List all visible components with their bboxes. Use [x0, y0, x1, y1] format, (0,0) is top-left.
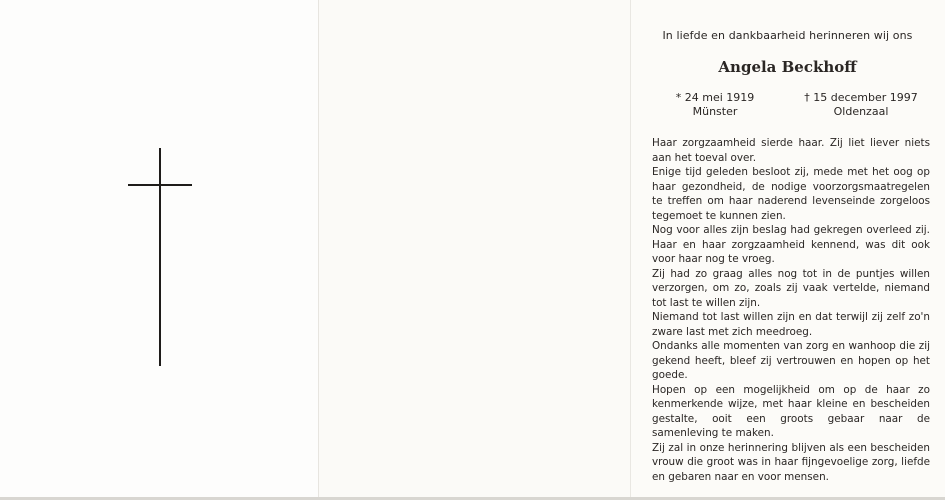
- intro-line: In liefde en dankbaarheid herinneren wij ons: [662, 29, 913, 42]
- memorial-paragraph-6: Ondanks alle momenten van zorg en wanhoop die zij gekend heeft, bleef zij vertrouwen en hopen op het goede.: [652, 340, 930, 381]
- memorial-paragraph-4: Zij had zo graag alles nog tot in de puntjes willen verzorgen, om zo, zoals zij vaak vertelde, niemand tot last te willen zijn.: [652, 267, 930, 309]
- latin-cross-icon: [125, 148, 195, 366]
- memorial-paragraph-1: Haar zorgzaamheid sierde haar. Zij liet liever niets aan het toeval over.: [652, 137, 930, 164]
- birth-place: Münster: [692, 105, 738, 118]
- cross-horizontal-bar: [128, 184, 192, 186]
- birth-date: * 24 mei 1919: [675, 91, 755, 104]
- cross-vertical-bar: [159, 148, 161, 366]
- death-info: [795, 91, 927, 119]
- death-place: Oldenzaal: [833, 105, 889, 118]
- middle-card-page: [318, 0, 630, 500]
- birth-info: [655, 91, 775, 119]
- death-date: † 15 december 1997: [804, 91, 918, 104]
- memorial-paragraph-8: Zij zal in onze herinnering blijven als een bescheiden vrouw die groot was in haar fijngevoelige zorg, liefde en gebaren naar en voor mensen.: [652, 441, 930, 483]
- memorial-text: [652, 136, 930, 484]
- memorial-paragraph-3: Nog voor alles zijn beslag had gekregen overleed zij. Haar en haar zorgzaamheid kennend, was dit ook voor haar nog te vroeg.: [652, 224, 930, 265]
- memorial-paragraph-2: Enige tijd geleden besloot zij, mede met het oog op haar gezondheid, de nodige voorzorgsmaatregelen te treffen om haar naderend levenseinde zorgeloos tegemoet te kunnen zien.: [652, 166, 930, 222]
- deceased-name: Angela Beckhoff: [718, 58, 857, 76]
- memorial-paragraph-7: Hopen op een mogelijkheid om op de haar zo kenmerkende wijze, met haar kleine en bescheiden gestalte, ooit een groots gebaar naar de samenleving te maken.: [652, 383, 930, 439]
- memorial-paragraph-5: Niemand tot last willen zijn en dat terwijl zij zelf zo'n zware last met zich meedroeg.: [652, 311, 930, 338]
